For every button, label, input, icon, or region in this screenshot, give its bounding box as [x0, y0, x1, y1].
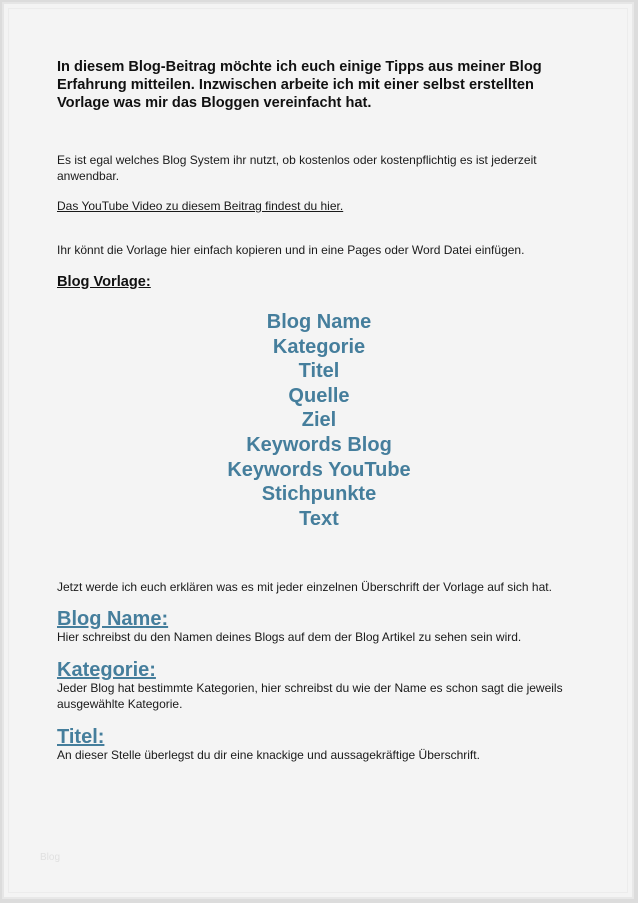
section-heading-titel: Titel:: [57, 726, 105, 748]
section-body-titel: An dieser Stelle überlegst du dir eine knackige und aussagekräftige Überschrift.: [57, 748, 480, 762]
footer-watermark: Blog: [40, 852, 61, 863]
template-item-stichpunkte: Stichpunkte: [261, 483, 377, 506]
document-content: [57, 58, 577, 291]
blog-template-heading: Blog Vorlage:: [57, 273, 151, 290]
template-item-ziel: Ziel: [301, 409, 337, 432]
section-titel: [57, 726, 577, 764]
template-item-kategorie: Kategorie: [272, 335, 366, 358]
template-item-quelle: Quelle: [288, 384, 350, 407]
paragraph-blog-system: Es ist egal welches Blog System ihr nutzt, ob kostenlos oder kostenpflichtig es ist jederzeit anwendbar.: [57, 153, 537, 183]
explanation-content: [57, 580, 577, 764]
section-heading-kategorie: Kategorie:: [57, 659, 156, 681]
section-body-blog-name: Hier schreibst du den Namen deines Blogs auf dem der Blog Artikel zu sehen sein wird.: [57, 629, 522, 644]
template-item-text: Text: [299, 507, 339, 530]
section-heading-blog-name: Blog Name:: [57, 607, 169, 630]
template-item-titel: Titel: [298, 360, 340, 383]
template-item-keywords-youtube: Keywords YouTube: [227, 458, 411, 481]
section-blog-name: [57, 608, 577, 646]
template-item-blog-name: Blog Name: [266, 311, 372, 333]
template-item-keywords-blog: Keywords Blog: [246, 433, 392, 456]
youtube-video-link[interactable]: Das YouTube Video zu diesem Beitrag findest du hier.: [57, 199, 344, 213]
paragraph-copy-template: Ihr könnt die Vorlage hier einfach kopieren und in eine Pages oder Word Datei einfügen.: [57, 243, 525, 257]
section-body-kategorie: Jeder Blog hat bestimmte Kategorien, hier schreibst du wie der Name es schon sagt die jeweils ausgewählte Kategorie.: [57, 681, 563, 711]
section-kategorie: [57, 659, 577, 712]
intro-paragraph: In diesem Blog-Beitrag möchte ich euch einige Tipps aus meiner Blog Erfahrung mitteilen. Inzwischen arbeite ich mit einer selbst erstellten Vorlage was mir das Bloggen vereinfacht hat.: [57, 59, 542, 111]
template-items-list: [0, 310, 638, 531]
explanation-intro: Jetzt werde ich euch erklären was es mit jeder einzelnen Überschrift der Vorlage auf sich hat.: [57, 580, 552, 594]
